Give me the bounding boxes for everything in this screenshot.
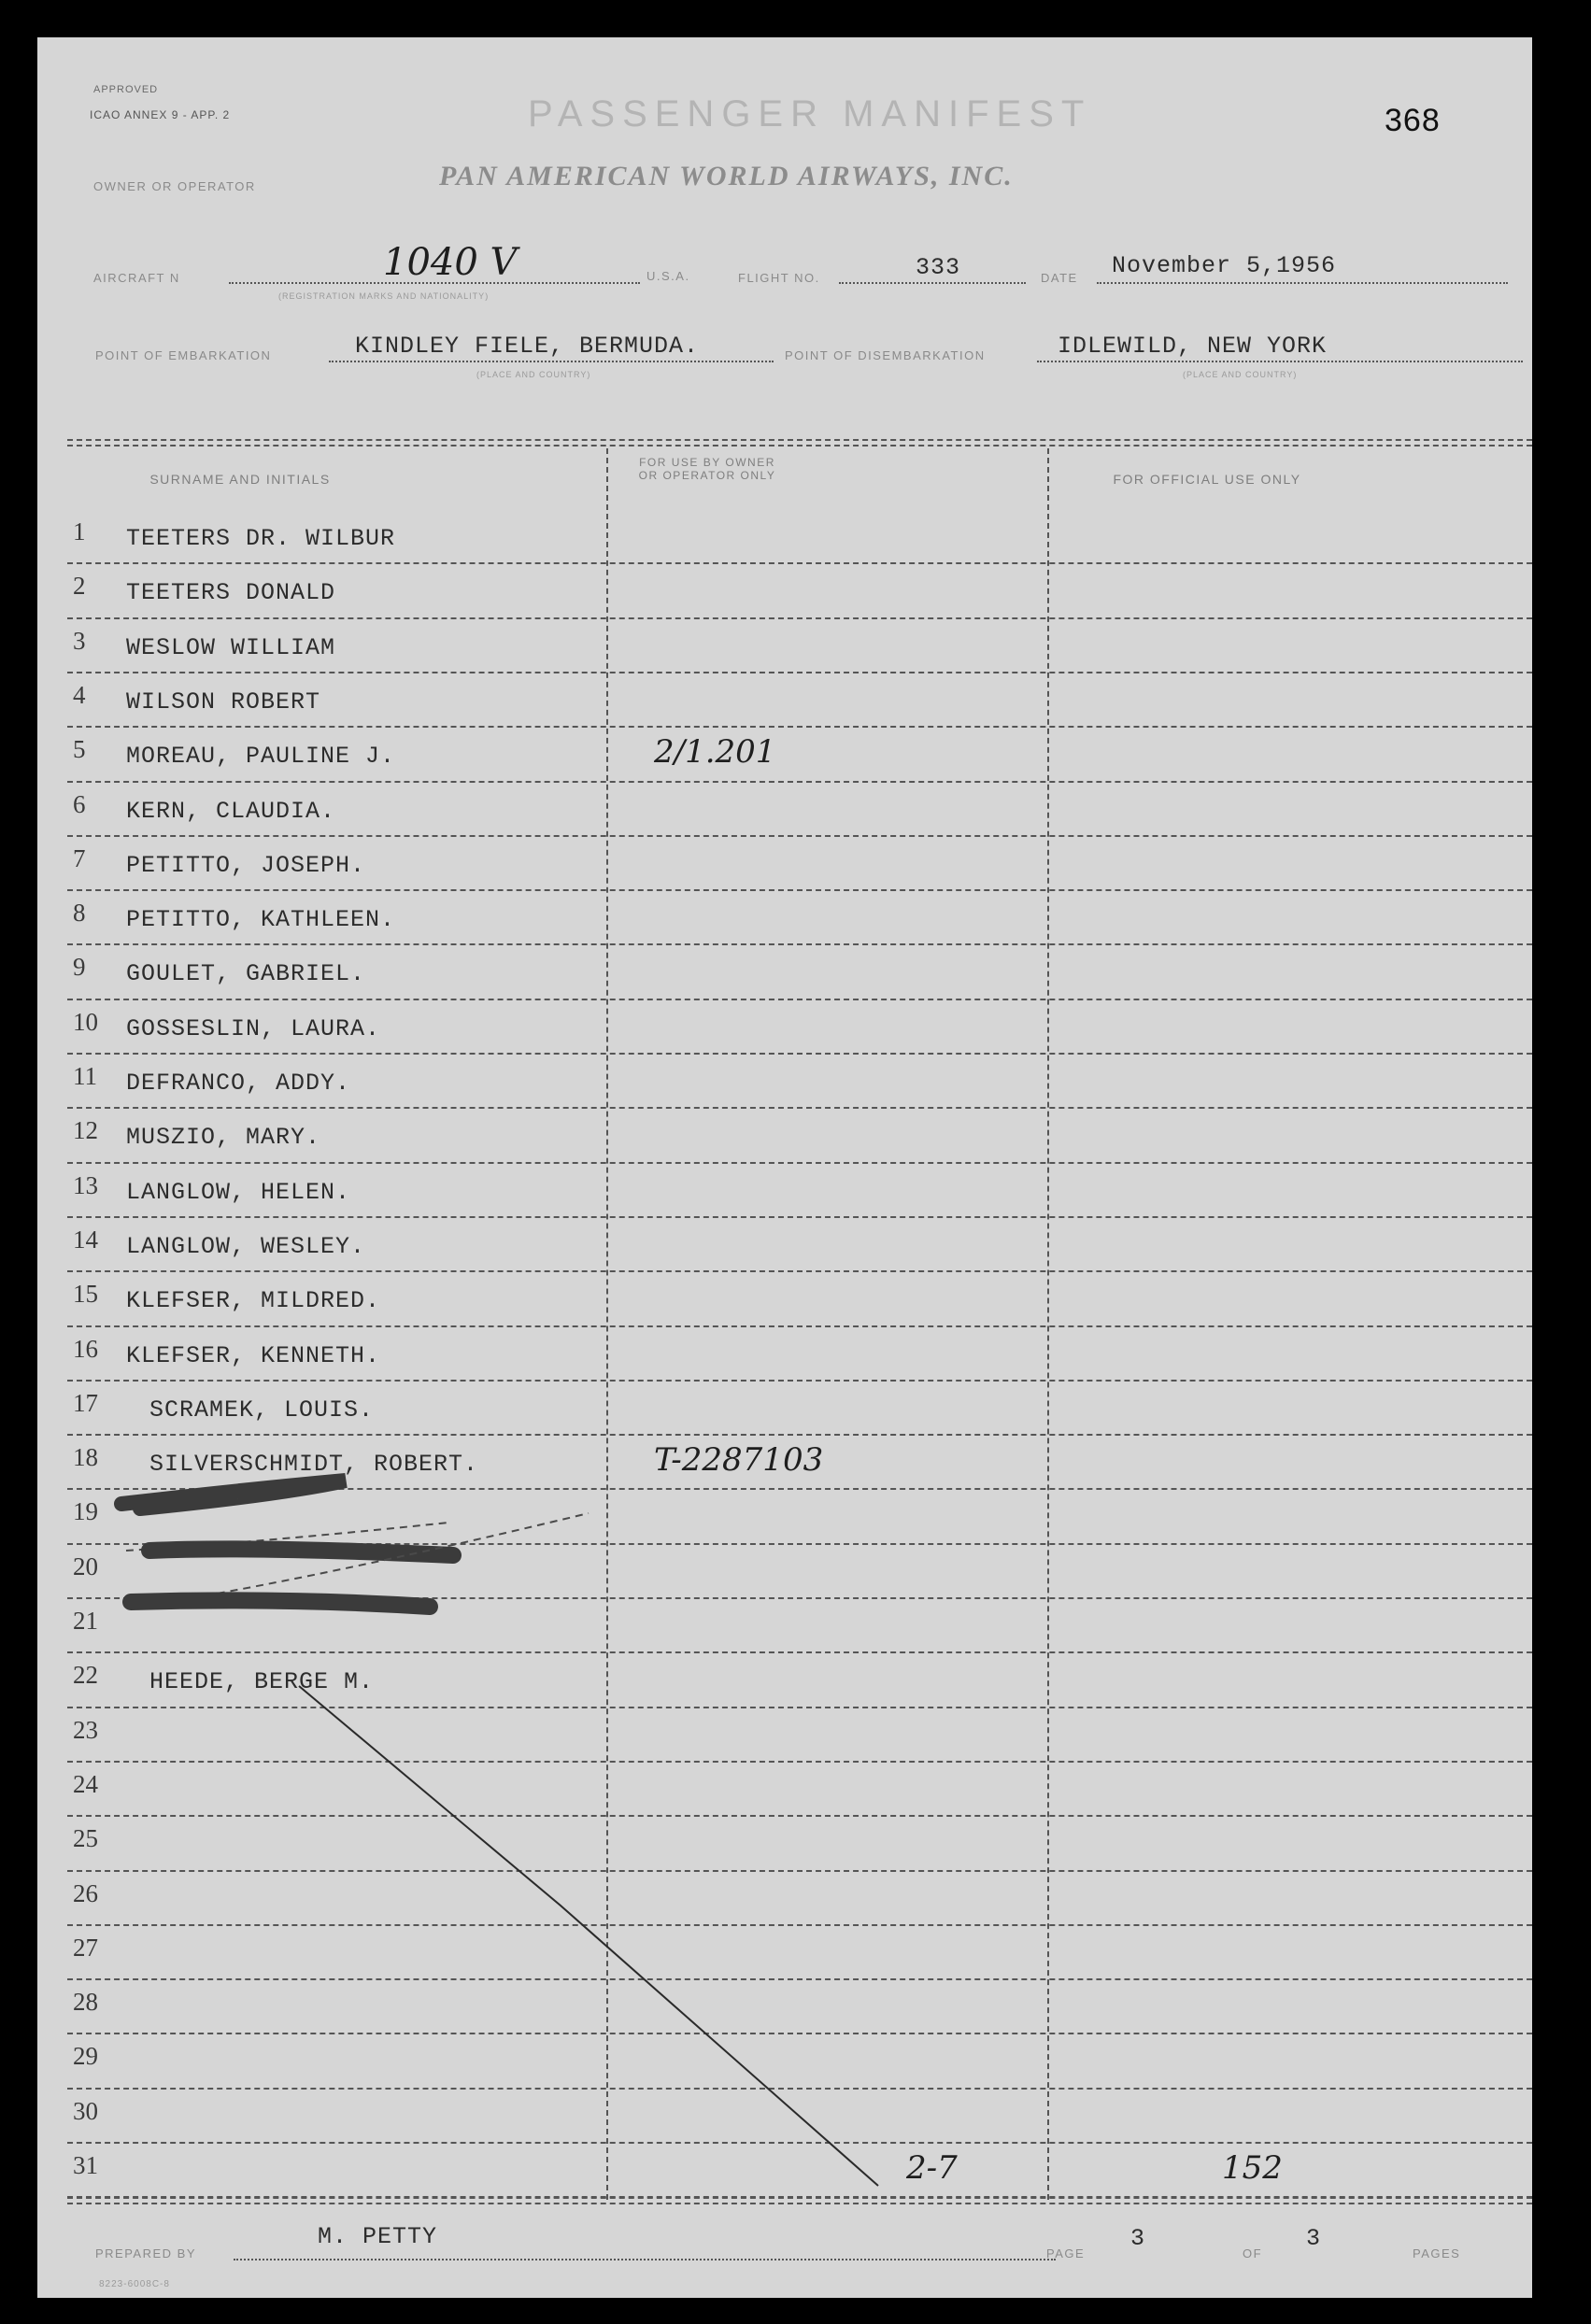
owner-entry: 2/1.201 bbox=[654, 733, 776, 772]
aircraft-sub: (REGISTRATION MARKS AND NATIONALITY) bbox=[278, 291, 490, 301]
row-number: 17 bbox=[73, 1388, 98, 1417]
page-label: PAGE bbox=[1046, 2246, 1086, 2260]
passenger-name: KLEFSER, MILDRED. bbox=[126, 1287, 381, 1315]
passenger-name: LANGLOW, WESLEY. bbox=[126, 1232, 366, 1260]
icao-annex-ref: ICAO ANNEX 9 - APP. 2 bbox=[90, 108, 231, 121]
aircraft-label: AIRCRAFT N bbox=[93, 271, 180, 285]
owner-entry: 2-7 bbox=[906, 2149, 958, 2187]
flight-label: FLIGHT NO. bbox=[738, 271, 820, 285]
row-number: 20 bbox=[73, 1552, 98, 1580]
passenger-name: SILVERSCHMIDT, ROBERT. bbox=[149, 1451, 479, 1479]
embark-label: POINT OF EMBARKATION bbox=[95, 348, 272, 362]
disembark-sub: (PLACE AND COUNTRY) bbox=[1183, 370, 1298, 379]
row-number: 22 bbox=[73, 1661, 98, 1690]
approval-stamp: APPROVED bbox=[93, 84, 159, 95]
date-value: November 5,1956 bbox=[1112, 252, 1337, 279]
prepared-label: PREPARED BY bbox=[95, 2246, 197, 2260]
passenger-name: GOSSESLIN, LAURA. bbox=[126, 1014, 381, 1042]
col-surname: SURNAME AND INITIALS bbox=[149, 472, 331, 487]
col-owner-b: OR OPERATOR ONLY bbox=[638, 469, 776, 482]
manifest-sheet bbox=[37, 37, 1532, 2298]
row-number: 18 bbox=[73, 1443, 98, 1472]
passenger-name: HEEDE, BERGE M. bbox=[149, 1668, 375, 1696]
void-diagonal-line bbox=[299, 1686, 878, 2186]
passenger-name: KERN, CLAUDIA. bbox=[126, 797, 336, 825]
form-title: PASSENGER MANIFEST bbox=[528, 93, 1092, 135]
row-number: 6 bbox=[73, 789, 86, 818]
page-value: 3 bbox=[1130, 2225, 1146, 2252]
passenger-name: WILSON ROBERT bbox=[126, 687, 321, 716]
row-number: 28 bbox=[73, 1988, 98, 2017]
strike-row-19 bbox=[121, 1481, 346, 1509]
owner-label: OWNER OR OPERATOR bbox=[93, 179, 256, 193]
row-number: 15 bbox=[73, 1280, 98, 1309]
row-number: 30 bbox=[73, 2096, 98, 2125]
row-number: 5 bbox=[73, 735, 86, 764]
row-number: 3 bbox=[73, 626, 86, 655]
passenger-name: KLEFSER, KENNETH. bbox=[126, 1341, 381, 1369]
disembark-value: IDLEWILD, NEW YORK bbox=[1058, 333, 1328, 360]
row-number: 25 bbox=[73, 1824, 98, 1853]
col-official: FOR OFFICIAL USE ONLY bbox=[1113, 472, 1301, 487]
passenger-name: SCRAMEK, LOUIS. bbox=[149, 1396, 375, 1424]
passenger-name: PETITTO, KATHLEEN. bbox=[126, 906, 396, 934]
row-number: 9 bbox=[73, 953, 86, 982]
strike-row-21 bbox=[131, 1600, 430, 1607]
row-number: 29 bbox=[73, 2042, 98, 2071]
page-number: 368 bbox=[1385, 103, 1441, 138]
col-owner-a: FOR USE BY OWNER bbox=[639, 456, 775, 469]
passenger-name: TEETERS DONALD bbox=[126, 579, 336, 607]
embark-value: KINDLEY FIELE, BERMUDA. bbox=[355, 333, 700, 360]
row-number: 21 bbox=[73, 1607, 98, 1635]
passenger-name: MUSZIO, MARY. bbox=[126, 1124, 321, 1152]
passenger-name: MOREAU, PAULINE J. bbox=[126, 743, 396, 771]
pages-label: PAGES bbox=[1413, 2246, 1461, 2260]
passenger-name: GOULET, GABRIEL. bbox=[126, 960, 366, 988]
row-number: 4 bbox=[73, 680, 86, 709]
row-number: 1 bbox=[73, 517, 86, 546]
owner-value: PAN AMERICAN WORLD AIRWAYS, INC. bbox=[439, 161, 1014, 191]
row-number: 8 bbox=[73, 899, 86, 928]
aircraft-value: 1040 V bbox=[383, 241, 518, 284]
of-label: OF bbox=[1243, 2246, 1263, 2260]
row-number: 10 bbox=[73, 1007, 98, 1036]
passenger-name: DEFRANCO, ADDY. bbox=[126, 1070, 351, 1097]
row-number: 12 bbox=[73, 1116, 98, 1145]
row-number: 14 bbox=[73, 1225, 98, 1254]
cancel-marks bbox=[37, 37, 1532, 2298]
flight-value: 333 bbox=[916, 254, 961, 281]
row-number: 24 bbox=[73, 1769, 98, 1798]
passenger-name: TEETERS DR. WILBUR bbox=[126, 525, 396, 552]
row-number: 31 bbox=[73, 2151, 98, 2179]
row-number: 13 bbox=[73, 1170, 98, 1199]
row-number: 19 bbox=[73, 1497, 98, 1526]
date-label: DATE bbox=[1041, 271, 1078, 285]
passenger-name: LANGLOW, HELEN. bbox=[126, 1178, 351, 1206]
of-value: 3 bbox=[1306, 2225, 1322, 2252]
row-number: 23 bbox=[73, 1715, 98, 1744]
row-number: 7 bbox=[73, 843, 86, 872]
form-code: 8223-6008C-8 bbox=[99, 2279, 170, 2289]
row-number: 11 bbox=[73, 1062, 97, 1090]
official-entry: 152 bbox=[1222, 2149, 1283, 2187]
row-number: 26 bbox=[73, 1878, 98, 1907]
owner-entry: T-2287103 bbox=[654, 1441, 824, 1480]
passenger-name: WESLOW WILLIAM bbox=[126, 633, 336, 661]
strike-row-20 bbox=[149, 1549, 453, 1555]
row-number: 16 bbox=[73, 1334, 98, 1363]
prepared-value: M. PETTY bbox=[318, 2223, 438, 2250]
passenger-name: PETITTO, JOSEPH. bbox=[126, 851, 366, 879]
row-number: 2 bbox=[73, 572, 86, 601]
disembark-label: POINT OF DISEMBARKATION bbox=[785, 348, 986, 362]
embark-sub: (PLACE AND COUNTRY) bbox=[476, 370, 591, 379]
row-number: 27 bbox=[73, 1933, 98, 1962]
country-label: U.S.A. bbox=[646, 269, 690, 283]
